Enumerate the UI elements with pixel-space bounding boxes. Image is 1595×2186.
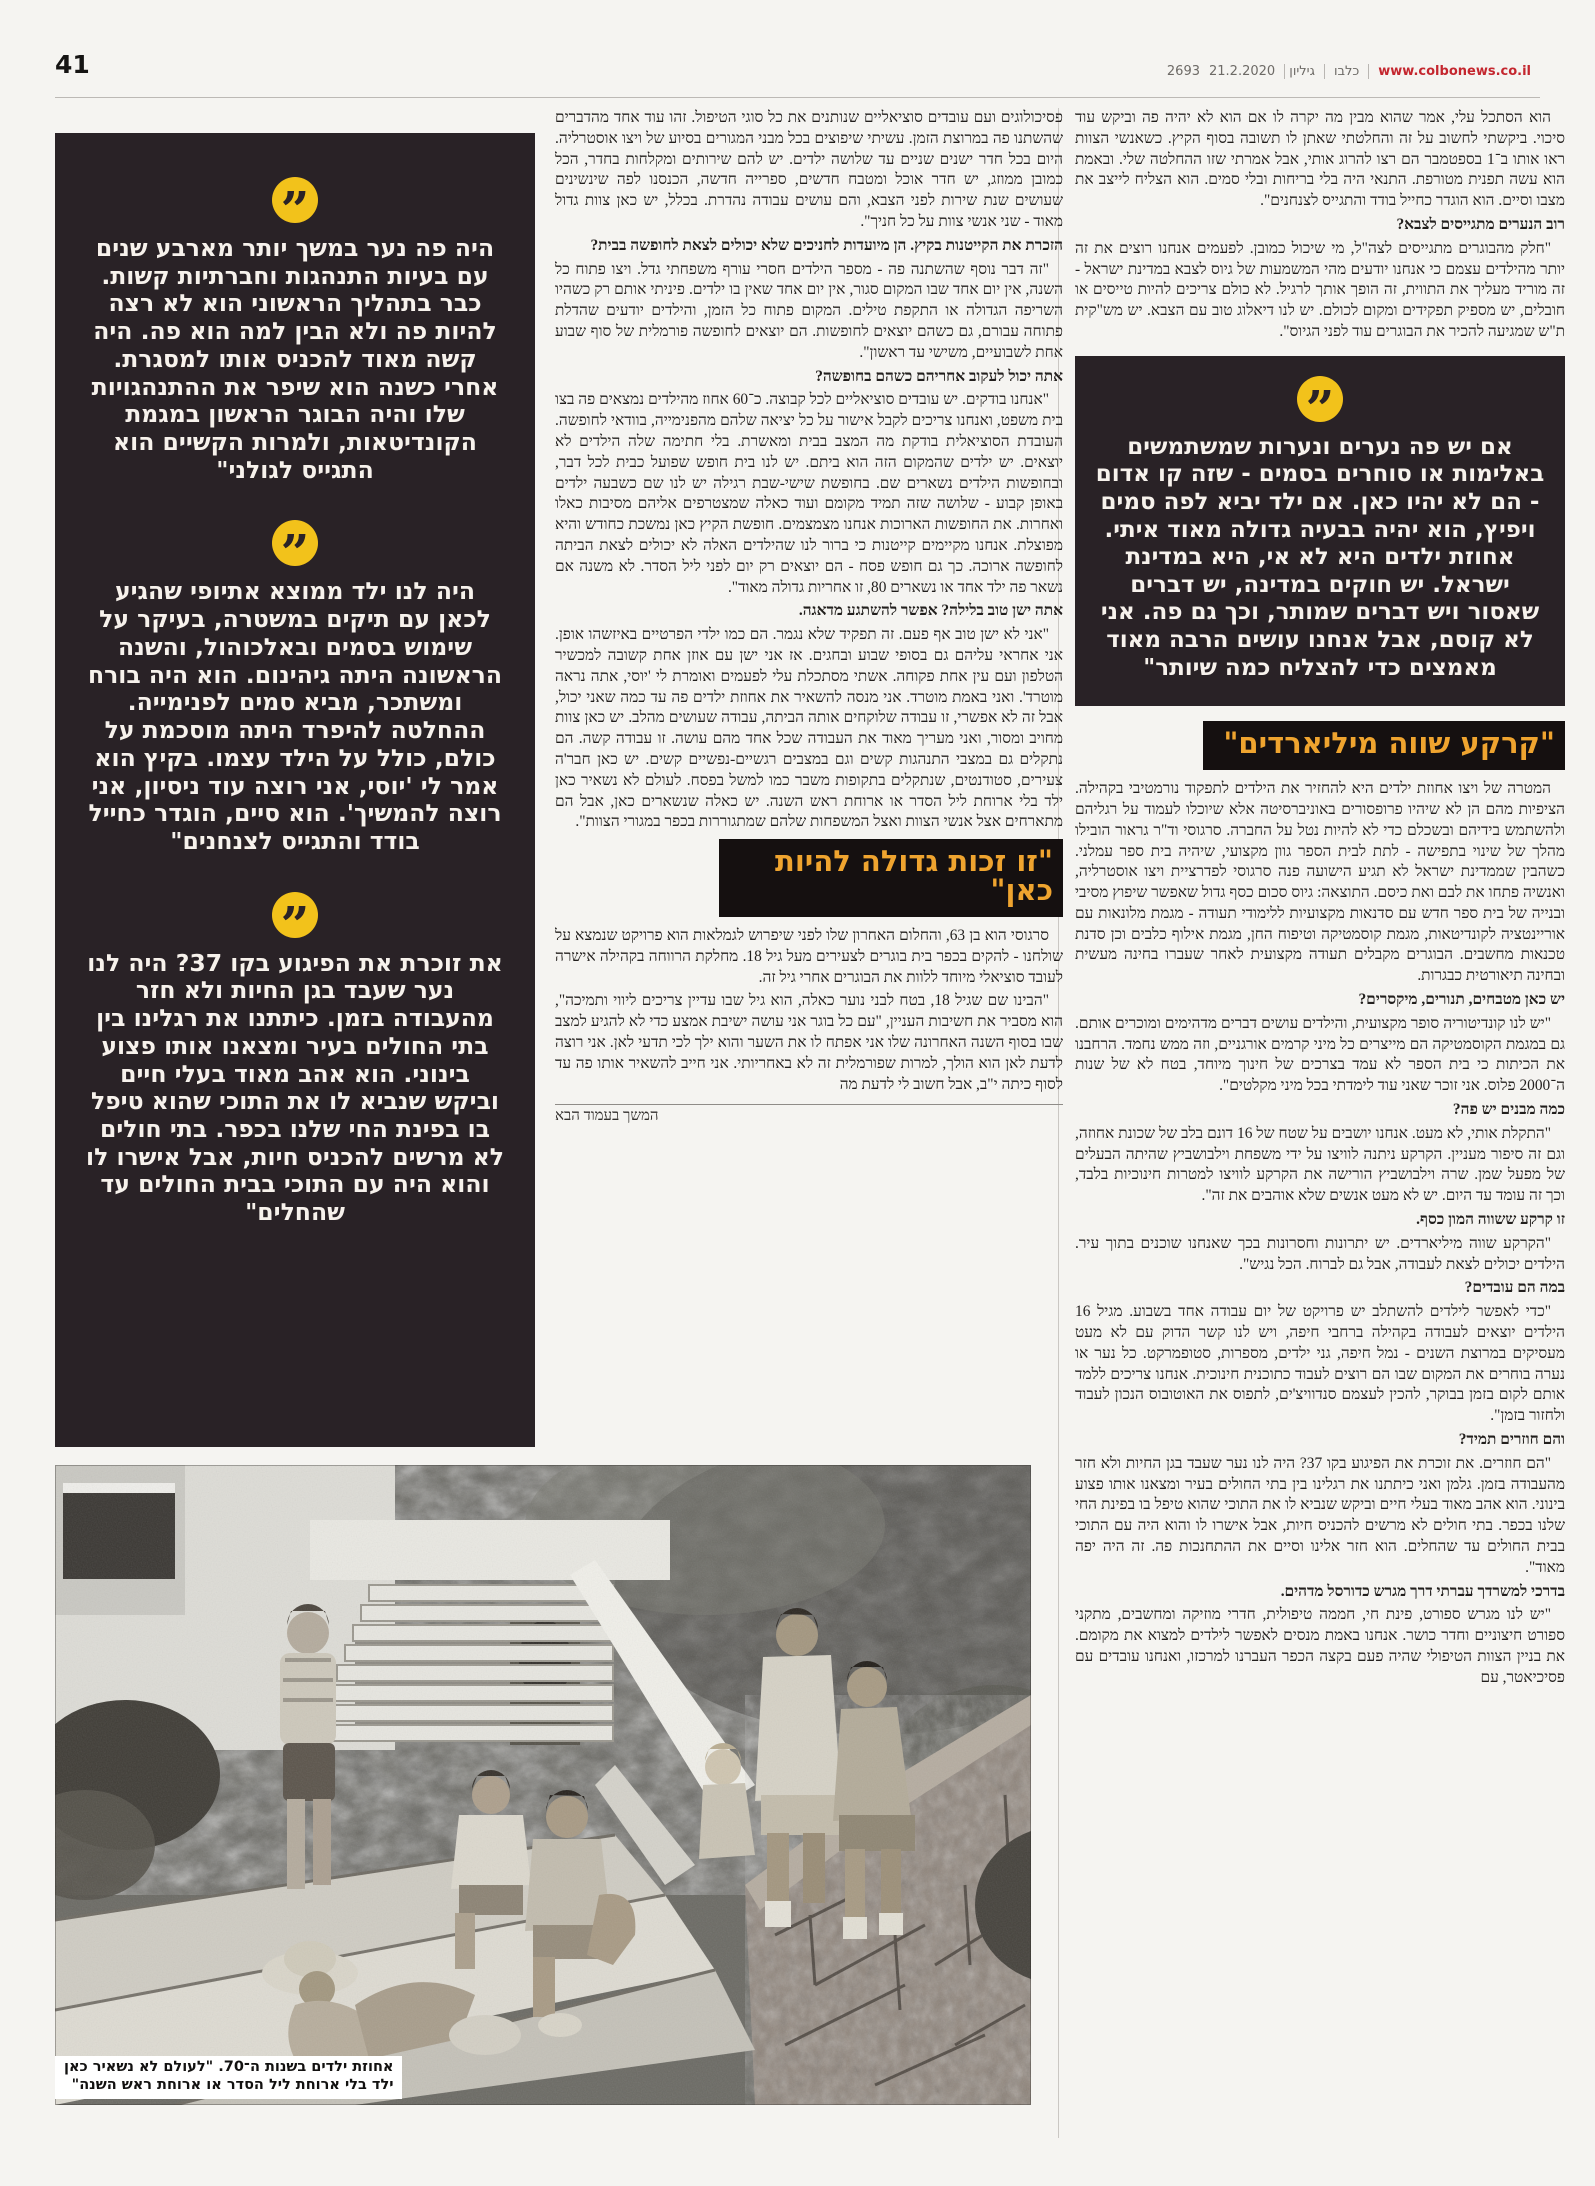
pull-quote-box [1075,356,1565,706]
quote-icon: ” [1297,376,1343,422]
interview-question: בדרכי למשרדך עברתי דרך מגרש כדורסל מדהים. [1280,1582,1565,1600]
photo-caption-line1: אחוזת ילדים בשנות ה־70. "לעולם לא נשאיר כאן [64,2058,394,2075]
paragraph: הוא הסתכל עלי, אמר שהוא מבין מה יקרה לו אם הוא לא יהיה פה וביקש עוד סיכוי. ביקשתי לחשוב על זה והחלטתי שאתן לו תשובה בסוף הקיץ. כשאנשי הצוות ראו אותו ב־1 בספטמבר הם רצו להרוג אותי, אבל אמרתי שזו ההחלטה שלי. ובאמת הוא עשה תפנית מטורפת. התנאי היה בלי בריחות ובלי סמים. הוא הצליח לייצב את מצבו וסיים. הוא הוגדר כחייל בודד והתגייס לצנחנים". [1075,109,1565,210]
interview-question: במה הם עובדים? [1464,1279,1565,1297]
interview-answer: "חלק מהבוגרים מתגייסים לצה"ל, מי שיכול כמובן. לפעמים אנחנו רוצים את זה יותר מהילדים עצמם כי אנחנו יודעים מהי המשמעות של גיוס לצבא במדינת ישראל - זה מוריד מעליך את התווית, זה הופך אותך לרגיל. לא כולם צריכים להיות טייסים או חובלים, יש מספיק תפקידים ומקום לכולם. יש לנו דיאלוג טוב עם הצבא. יש מש"קית ת"ש שמגיעה להכיר את הבוגרים עוד לפני הגיוס". [1075,239,1565,340]
issue-date: 21.2.2020 [1200,64,1285,79]
interview-answer: "יש לנו מגרש ספורט, פינת חי, חממה טיפולית, חדרי מוזיקה ומחשבים, מתקני ספורט חיצוניים וחדר כושר. אנחנו באמת מנסים לאפשר לילדים למצוא את מקומם. את בניין הצוות הטיפולי שהיה פעם בקצה הכפר העברנו למרכזו, ואנחנו עובדים עם פסיכיאטר, עם [1075,1606,1565,1686]
continued-next-page-note: המשך בעמוד הבא [555,1108,659,1125]
interview-question: אתה יכול לעקוב אחריהם כשהם בחופשה? [815,367,1063,385]
section-headline: "קרקע שווה מיליארדים" [1203,721,1565,770]
paragraph: פסיכולוגים ועם עובדים סוציאליים שנותנים את כל סוגי הטיפול. זהו עוד אחד מהדברים שהשתנו פה במרוצת הזמן. עשיתי שיפוצים בכל מבני המגורים בסיוע של ויצו אוסטרליה. היום בכל חדר ישנים שניים עד שלושה ילדים. יש להם שירותים ומקלחות בחדר, הכל כמובן ממוזג, יש חדר אוכל ומטבח חדשים, ספרייה חדשה, הכנסנו לפה שינשינים שעושים שנת שירות לפני הצבא, והם עושים עבודה נהדרת. בכלל, יש כאן צוות גדול מאוד - שני אנשי צוות על כל חניך". [555,109,1063,230]
paragraph: המטרה של ויצו אחוזת ילדים היא להחזיר את הילדים לתפקוד נורמטיבי בקהילה. הציפיות מהם הן לא שיהיו פרופסורים באוניברסיטה אלא שיוכלו לעמוד על רגליהם ולהשתמש בידיהם ובשכלם כדי לא להיות נטל על החברה. סרגוסי וד"ר גראור הובילו מהלך של שינוי בתפישה - לתת לבית הספר גוון מקצועי, שיהיה בית ספר עמלני. כשהבין שממדינת ישראל לא תגיע הישועה פנה סרגוסי לפדרציית ויצו אוסטרליה, ואנשיה פתחו את לבם ואת כיסם. התוצאה: גיוס סכום כסף גדול שאפשר שיפוץ מסיבי ובנייה של בית ספר חדש עם סדנאות מקצועיות ללימודי תעודה - מגמת מלונאות עם אוריינטציה לקונדיטאות, מגמת קוסמטיקה וטיפוח החן, מגמת אילוף כלבים וכן סדנת טכנאות מחשבים. הבוגרים מקבלים תעודה מקצועית לאחר שעברו בחינה מעשית ובחינה תיאורטית כבגרות. [1075,780,1565,985]
interview-answer: "זה דבר נוסף שהשתנה פה - מספר הילדים חסרי עורף משפחתי גדל. ויצו פתוח כל השנה, אין יום אחד שבו המקום סגור, אין יום אחד שאין בו ילדים. פיניתי אותם רק כשהיו השריפה הגדולה או התקפת טילים. המקום פתוח כל הזמן, והילדים יודעים שהדלת פתוחה עבורם, גם כשהם יוצאים לחופשות. הם יוצאים לחופשה פורמלית של סוף שבוע אחת לשבועיים, משישי עד ראשון". [555,260,1063,361]
interview-answer: "התקלת אותי, לא מעט. אנחנו יושבים על שטח של 16 דונם בלב של שכונת אחוזה, וגם זה סיפור מעניין. הקרקע ניתנה לוויצו על ידי משפחת וילבושביץ שהיתה הבעלים של מפעל שמן. שרה וילבושביץ הורישה את הקרקע לוויצו למטרות חינוכיות בלבד, וכך זה עומד עד היום. יש לא מעט אנשים שלא אוהבים את זה". [1075,1124,1565,1205]
pull-quote [85,892,505,1227]
interview-answer: "יש לנו קונדיטוריה סופר מקצועית, והילדים עושים דברים מדהימים ומוכרים אותם. גם במגמת הקוסמטיקה הם מייצרים כל מיני קרמים אורגניים, וזה ממש נחמד. הרחבנו את הכיתות כי בית הספר לא עמד בצרכים של חינוך מיוחד, בטח לא של שנות ה־2000 פלוס. אני זוכר שאני עוד לימדתי בכל מיני מקלטים". [1075,1014,1565,1095]
continuation-divider [555,1104,1063,1105]
masthead-meta [1158,64,1540,79]
pull-quote [85,177,505,484]
article-column-middle [555,108,1063,1458]
interview-question: כמה מבנים יש פה? [1452,1101,1565,1119]
interview-question: אתה ישן טוב בלילה? אפשר להשתגע מדאגה. [798,602,1063,620]
interview-answer: "הם חוזרים. את זוכרת את הפיגוע בקו 37? היה לנו נער שעבד בגן החיות ולא חזר מהעבודה בזמן. גלמן ואני כיתתנו את רגלינו בין בתי החולים בעיר ומצאנו אותו פצוע בינוני. הוא אהב מאוד בעלי חיים וביקש שנביא לו את התוכי שהוא טיפל בו בפינת החי שלנו בכפר. בתי חולים לא מרשים להכניס חיות, אבל אישרו לו והוא היה עם התוכי בבית החולים עד שהחלים. הוא חזר אלינו וסיים את ההתחנכות פה. זה היה יפה מאוד". [1075,1454,1565,1576]
quote-icon: ” [272,520,318,566]
quote-icon: ” [272,892,318,938]
interview-question: הזכרת את הקייטנות בקיץ. הן מיועדות לחניכים שלא יכולים לצאת לחופשה בבית? [590,236,1063,254]
paragraph: סרגוסי הוא בן 63, והחלום האחרון שלו לפני שיפרוש לגמלאות הוא פרויקט שנמצא על שולחנו - להקים בכפר בית בוגרים לצעירים מעל גיל 18. מחלקת הרווחה בקהילה אישרה לעובד סוציאלי מיוחד ללוות את הבוגרים אחרי גיל זה. [555,927,1063,986]
article-column-right [1075,108,1565,2170]
pull-quote-text: היה פה נער במשך יותר מארבע שנים עם בעיות התנהגות וחברתיות קשות. כבר בתהליך הראשוני הוא לא רצה להיות פה ולא הבין למה הוא פה. היה קשה מאוד להכניס אותו למסגרת. אחרי כשנה הוא שיפר את ההתנהגויות שלו והיה הבוגר הראשון במגמת הקונדיטאות, ולמרות הקשיים הוא התגייס לגולני" [91,234,499,484]
interview-question: יש כאן מטבחים, תנורים, מיקסרים? [1358,991,1565,1009]
brand-name: כלבו [1325,64,1369,79]
photo-caption [55,2056,402,2099]
interview-answer: "הקרקע שווה מיליארדים. יש יתרונות וחסרונות בכך שאנחנו שוכנים בתוך עיר. הילדים יכולים לצאת לעבודה, אבל גם לברוח. הכל נגיש". [1075,1234,1565,1273]
interview-answer: "אנחנו בודקים. יש עובדים סוציאליים לכל קבוצה. כ־60 אחוז מהילדים נמצאים פה בצו בית משפט, ואנחנו צריכים לקבל אישור על כל יציאה שלהם מהפנימייה, בוודאי לחופשה. העובדת הסוציאלית בודקת מה המצב בבית ומאשרת. בלי חתימה שלה הילדים לא יוצאים. יש ילדים שהמקום הזה הוא ביתם. יש לנו בית חופש שפועל כבית לכל דבר, ובחופשות הילדים נשארים שם. בחופשת שישי-שבת רגילה יש לנו שם כשבעה ילדים באופן קבוע - שלושה שזה תמיד מקומם ועוד כאלה שמצטרפים אליהם מסיבות כאלו ואחרות. את החופשות הארוכות אנחנו מצמצמים. חופשת הקיץ כאן נמשכת כחודש והיא מפוצלת. אנחנו מקיימים קייטנות כי ברור לנו שהילדים האלה לא יכולים לצאת הביתה לחופשה ארוכה. כך גם חופש פסח - הם יוצאים רק יום לפני ליל הסדר. לא משנה אם נשאר פה ילד אחד או נשארים 80, זו אחריות גדולה מאוד". [555,391,1063,596]
interview-question: והם חוזרים תמיד? [1458,1431,1565,1449]
archive-photo [55,1465,1031,2105]
website-link[interactable]: www.colbonews.co.il [1378,64,1531,79]
pull-quote-text: היה לנו ילד ממוצא אתיופי שהגיע לכאן עם תיקים במשטרה, בעיקר על שימוש בסמים ובאלכוהול, והשנה הראשונה היתה גיהינום. הוא היה בורח ומשתכר, מביא סמים לפנימייה. ההחלטה להיפרד היתה מוסכמת על כולם, כולל על הילד עצמו. בקיץ הוא אמר לי 'יוסי, אני רוצה עוד ניסיון, אני רוצה להמשיך'. הוא סיים, הוגדר כחייל בודד והתגייס לצנחנים" [88,577,502,855]
interview-answer: "אני לא ישן טוב אף פעם. זה תפקיד שלא נגמר. הם כמו ילדי הפרטיים באיזשהו אופן. אני אחראי עליהם גם בסופי שבוע ובחגים. אז אני ישן עם אוזן אחת קשובה למכשיר הטלפון ועם עין אחת פקוחה. אשתי מסתכלת עלי לפעמים ואומרת לי 'יוסי, אתה נראה מוטרד'. ואני באמת מוטרד. אני מנסה להשאיר את אחוזת ילדים פה עד כמה שאני יכול, אבל זה לא אפשרי, זו עבודה שלוקחים אותה הביתה, עבודה שעושים מהלב. יש כאן צוות מחויב ומסור, ואני מעריך מאוד את העבודה שכל אחד מהם עושה. זו עבודה קשה. הם נתקלים גם במצבי התנהגות קשים וגם במצבים רגשיים-נפשיים קשים. יש כאן חבר'ה צעירים, סטודנטים, שנתקלים בתקופות משבר כמו למשל בפסח. לעולם לא נשאיר כאן ילד בלי ארוחת ליל הסדר או ארוחת ראש השנה. יש כאלה שנשארים כאן, אבל הם מתארחים אצל אנשי הצוות ואצל המשפחות שלהם שמתגוררות בכפר במגורי הצוות". [555,626,1063,831]
pull-quote [85,520,505,855]
pull-quote-text: אם יש פה נערים ונערות שמשתמשים באלימות או סוחרים בסמים - שזה קו אדום - הם לא יהיו כאן. אם ילד יביא לפה סמים ויפיץ, הוא יהיה בבעיה גדולה מאוד איתי. אחוזת ילדים היא לא אי, היא במדינת ישראל. יש חוקים במדינה, יש דברים שאסור ויש דברים שמותר, וכך גם פה. אני לא קוסם, אבל אנחנו עושים הרבה מאוד מאמצים כדי להצליח כמה שיותר" [1095,433,1545,681]
section-headline: "זו זכות גדולה להיות כאן" [719,839,1063,917]
interview-answer: "כדי לאפשר לילדים להשתלב יש פרויקט של יום עבודה אחד בשבוע. מגיל 16 הילדים יוצאים לעבודה בקהילה ברחבי חיפה, ויש לנו קשר הדוק עם לא מעט מעסיקים במרוצת השנים - נמל חיפה, גני ילדים, מספרות, סטופמרקט. כל נער או נערה בוחרים את המקום שבו הם רוצים לעבוד כתוכנית חינוכית. אנחנו צריכים ללמד אותם לקום בזמן בבוקר, להכין לעצמם סנדוויצ'ים, לתפוס את האוטובוס הנכון לעבוד ולחזור בזמן". [1075,1303,1565,1425]
photo-illustration [55,1465,1031,2105]
interview-question: זו קרקע ששווה המון כסף. [1416,1211,1565,1229]
issue-label: גיליון 2693 [1158,64,1325,79]
header-divider [55,97,1540,98]
quote-icon: ” [272,177,318,223]
paragraph: "הבינו שם שגיל 18, בטח לבני נוער כאלה, הוא גיל שבו עדיין צריכים ליווי ותמיכה", הוא מסביר את חשיבות העניין, "עם כל בוגר אני עושה ישיבת אמצע כדי לא להגיע למצב שבו בסוף השנה האחרונה שלו אני אפתח לו את השער והוא ילך לכי תדעי לאן. אני רוצה לדעת לאן הוא הולך, למרות שפורמלית זה לא באחריותי. אני חייב להשאיר אותו פה עד לסוף כיתה י"ב, אבל חשוב לי לדעת מה [555,992,1063,1093]
interview-question: רוב הנערים מתגייסים לצבא? [1396,215,1565,233]
photo-caption-line2: ילד בלי ארוחת ליל הסדר או ארוחת ראש השנה" [71,2077,394,2094]
pull-quote-sidebar [55,133,535,1447]
page-number: 41 [55,50,90,79]
pull-quote-text: את זוכרת את הפיגוע בקו 37? היה לנו נער שעבד בגן החיות ולא חזר מהעבודה בזמן. כיתתנו את רגלינו בין בתי החולים בעיר ומצאנו אותו פצוע בינוני. הוא אהב מאוד בעלי חיים וביקש שנביא לו את התוכי שהוא טיפל בו בפינת החי שלנו בכפר. בתי חולים לא מרשים להכניס חיות, אבל אישרו לו והוא היה עם התוכי בבית החולים עד שהחלים" [86,948,504,1227]
